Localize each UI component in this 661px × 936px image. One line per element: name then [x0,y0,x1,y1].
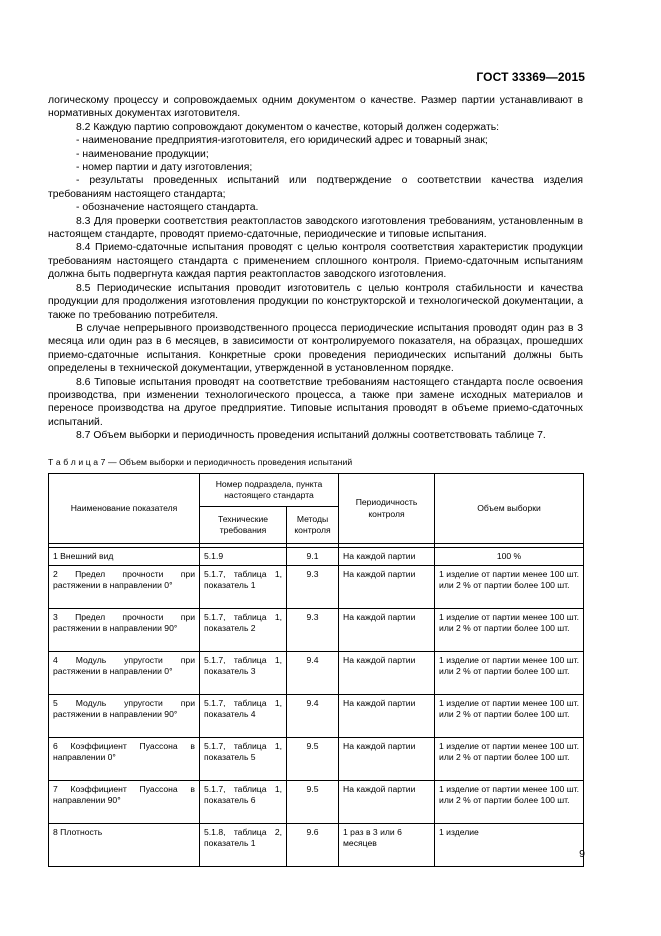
paragraph: 8.3 Для проверки соответствия реактопластов заводского изготовления требованиям, установленным в настоящем стандарте, проводят приемо-сдаточные, периодические и типовые испытания. [48,215,583,241]
table-row [49,652,584,695]
paragraph: 8.6 Типовые испытания проводят на соответствие требованиям настоящего стандарта после освоения производства, при изменении технологического процесса, а также при замене исходных материалов и переносе производства на другое предприятие. Типовые испытания проводят в объеме приемо-сдаточных испытаний. [48,376,583,428]
cell-tech: 5.1.8, таблица 2, показатель 1 [200,824,287,867]
paragraph: логическому процессу и сопровождаемых одним документом о качестве. Размер партии устанавливают в нормативных документах изготовителя. [48,95,583,120]
table-caption: Т а б л и ц а 7 — Объем выборки и периодичность проведения испытаний [48,457,353,467]
cell-period: На каждой партии [339,738,435,781]
header-sample: Объем выборки [435,474,584,544]
table-row [49,824,584,867]
paragraph: 8.2 Каждую партию сопровождают документом о качестве, который должен содержать: [76,121,500,133]
cell-method: 9.6 [287,824,339,867]
cell-sample: 1 изделие от партии менее 100 шт. или 2 % от партии более 100 шт. [435,609,584,652]
cell-name: 2 Предел прочности при растяжении в направлении 0° [49,566,200,609]
table-row [49,548,584,566]
table-row [49,566,584,609]
table-row [49,609,584,652]
cell-sample: 1 изделие от партии менее 100 шт. или 2 % от партии более 100 шт. [435,738,584,781]
list-item: - результаты проведенных испытаний или подтверждение о соответствии качества изделия требованиям настоящего стандарта; [48,175,583,200]
list-item: - наименование предприятия-изготовителя, его юридический адрес и товарный знак; [76,135,488,147]
cell-period: 1 раз в 3 или 6 месяцев [339,824,435,867]
header-section-group: Номер подраздела, пункта настоящего стандарта [200,474,339,507]
list-item: - наименование продукции; [76,148,209,160]
cell-sample: 1 изделие от партии менее 100 шт. или 2 % от партии более 100 шт. [435,781,584,824]
cell-method: 9.5 [287,781,339,824]
cell-tech: 5.1.7, таблица 1, показатель 4 [200,695,287,738]
cell-tech: 5.1.7, таблица 1, показатель 2 [200,609,287,652]
cell-tech: 5.1.7, таблица 1, показатель 6 [200,781,287,824]
table-row [49,781,584,824]
cell-sample: 1 изделие от партии менее 100 шт. или 2 % от партии более 100 шт. [435,652,584,695]
body-text [48,94,583,443]
cell-method: 9.1 [287,548,339,566]
header-tech-requirements: Технические требования [200,507,287,544]
cell-tech: 5.1.7, таблица 1, показатель 5 [200,738,287,781]
cell-name: 1 Внешний вид [49,548,200,566]
cell-name: 5 Модуль упругости при растяжении в направлении 90° [49,695,200,738]
table-row [49,738,584,781]
header-name: Наименование показателя [49,474,200,544]
cell-name: 6 Коэффициент Пуассона в направлении 0° [49,738,200,781]
cell-method: 9.3 [287,609,339,652]
header-methods: Методы контроля [287,507,339,544]
cell-tech: 5.1.9 [200,548,287,566]
document-code: ГОСТ 33369—2015 [476,70,585,84]
cell-period: На каждой партии [339,566,435,609]
cell-period: На каждой партии [339,781,435,824]
cell-sample: 1 изделие от партии менее 100 шт. или 2 % от партии более 100 шт. [435,566,584,609]
cell-sample: 100 % [435,548,584,566]
paragraph: 8.7 Объем выборки и периодичность проведения испытаний должны соответствовать таблице 7. [76,430,546,442]
sampling-table [48,473,584,867]
cell-name: 3 Предел прочности при растяжении в направлении 90° [49,609,200,652]
cell-period: На каждой партии [339,695,435,738]
cell-method: 9.4 [287,695,339,738]
paragraph: В случае непрерывного производственного процесса периодические испытания проводят один раз в 3 месяца или один раз в 6 месяцев, в зависимости от контролируемого показателя, на образцах, прошедших приемо-сдаточные испытания. Конкретные сроки проведения периодических испытаний должны быть определены в технической документации, утвержденной в установленном порядке. [48,322,583,375]
cell-tech: 5.1.7, таблица 1, показатель 3 [200,652,287,695]
header-periodicity: Периодичность контроля [339,474,435,544]
cell-sample: 1 изделие от партии менее 100 шт. или 2 % от партии более 100 шт. [435,695,584,738]
list-item: - номер партии и дату изготовления; [76,162,253,174]
paragraph: 8.4 Приемо-сдаточные испытания проводят с целью контроля соответствия характеристик продукции требованиям настоящего стандарта с применением сплошного контроля. Приемо-сдаточным испытаниям должна быть подвергнута каждая партия реактопластов заводского изготовления. [48,242,583,281]
cell-period: На каждой партии [339,548,435,566]
cell-sample: 1 изделие [435,824,584,867]
cell-period: На каждой партии [339,609,435,652]
cell-tech: 5.1.7, таблица 1, показатель 1 [200,566,287,609]
cell-period: На каждой партии [339,652,435,695]
list-item: - обозначение настоящего стандарта. [76,202,259,214]
cell-method: 9.4 [287,652,339,695]
cell-name: 4 Модуль упругости при растяжении в направлении 0° [49,652,200,695]
paragraph: 8.5 Периодические испытания проводит изготовитель с целью контроля стабильности и качества продукции для продолжения изготовления продукции по конструкторской и технологической документации, а также по требованию потребителя. [48,282,583,321]
cell-method: 9.3 [287,566,339,609]
table-row [49,695,584,738]
cell-method: 9.5 [287,738,339,781]
cell-name: 8 Плотность [49,824,200,867]
cell-name: 7 Коэффициент Пуассона в направлении 90° [49,781,200,824]
page-number: 9 [579,848,585,860]
